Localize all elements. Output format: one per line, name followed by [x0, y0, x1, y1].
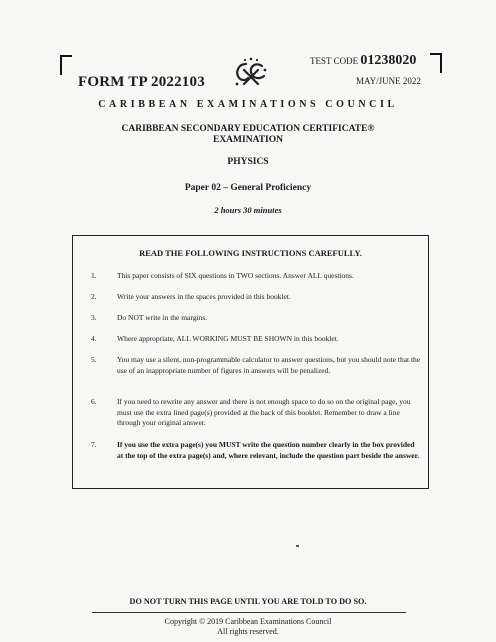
test-code-number: 01238020 [360, 53, 417, 68]
duration: 2 hours 30 minutes [214, 205, 282, 215]
instruction-text: If you use the extra page(s) you MUST write the question number clearly in the box provided at the top of the extra page(s) and, where relevant, include the question part beside the answer. [117, 440, 420, 460]
instruction-number: 2. [91, 292, 97, 301]
instruction-number: 7. [91, 440, 97, 449]
cxc-logo-icon [232, 56, 270, 90]
corner-mark-left [60, 55, 72, 75]
instruction-number: 3. [91, 313, 97, 322]
instruction-number: 4. [91, 334, 97, 343]
instruction-number: 5. [91, 355, 97, 364]
copyright-line: Copyright © 2019 Caribbean Examinations Council [164, 617, 332, 626]
council-name: CARIBBEAN EXAMINATIONS COUNCIL [98, 99, 398, 110]
footer-divider [92, 612, 406, 613]
exam-title-line2: EXAMINATION [212, 135, 284, 145]
instructions-heading: READ THE FOLLOWING INSTRUCTIONS CAREFULLY. [139, 248, 362, 258]
instruction-text: This paper consists of SIX questions in TWO sections. Answer ALL questions. [117, 271, 354, 280]
corner-mark-right [430, 53, 442, 73]
exam-title-line1: CARIBBEAN SECONDARY EDUCATION CERTIFICATE® [121, 124, 375, 134]
copyright [0, 617, 496, 637]
rights-line: All rights reserved. [217, 627, 279, 636]
stray-mark [296, 545, 299, 547]
instruction-text: Where appropriate, ALL WORKING MUST BE SHOWN in this booklet. [117, 334, 339, 343]
instruction-text: You may use a silent, non-programmable calculator to answer questions, but you should note that the use of an inappropriate number of figures in answers will be penalized. [117, 355, 421, 375]
footer-warning: DO NOT TURN THIS PAGE UNTIL YOU ARE TOLD TO DO SO. [129, 597, 367, 606]
instruction-text: If you need to rewrite any answer and there is not enough space to do so on the original page, you must use the extra lined page(s) provided at the back of this booklet. Remember to draw a line through your original answer. [117, 397, 411, 428]
instruction-number: 6. [91, 397, 97, 406]
exam-session: MAY/JUNE 2022 [356, 76, 421, 86]
exam-title [0, 124, 496, 146]
form-code: FORM TP 2022103 [78, 74, 205, 90]
test-code [310, 53, 416, 69]
instruction-text: Write your answers in the spaces provided in this booklet. [117, 292, 291, 301]
instruction-text: Do NOT write in the margins. [117, 313, 208, 322]
subject: PHYSICS [227, 157, 269, 167]
instruction-number: 1. [91, 271, 97, 280]
paper-title: Paper 02 – General Proficiency [184, 183, 312, 193]
test-code-label: TEST CODE [310, 56, 359, 66]
instructions-list [73, 236, 428, 488]
instructions-box [72, 235, 429, 489]
